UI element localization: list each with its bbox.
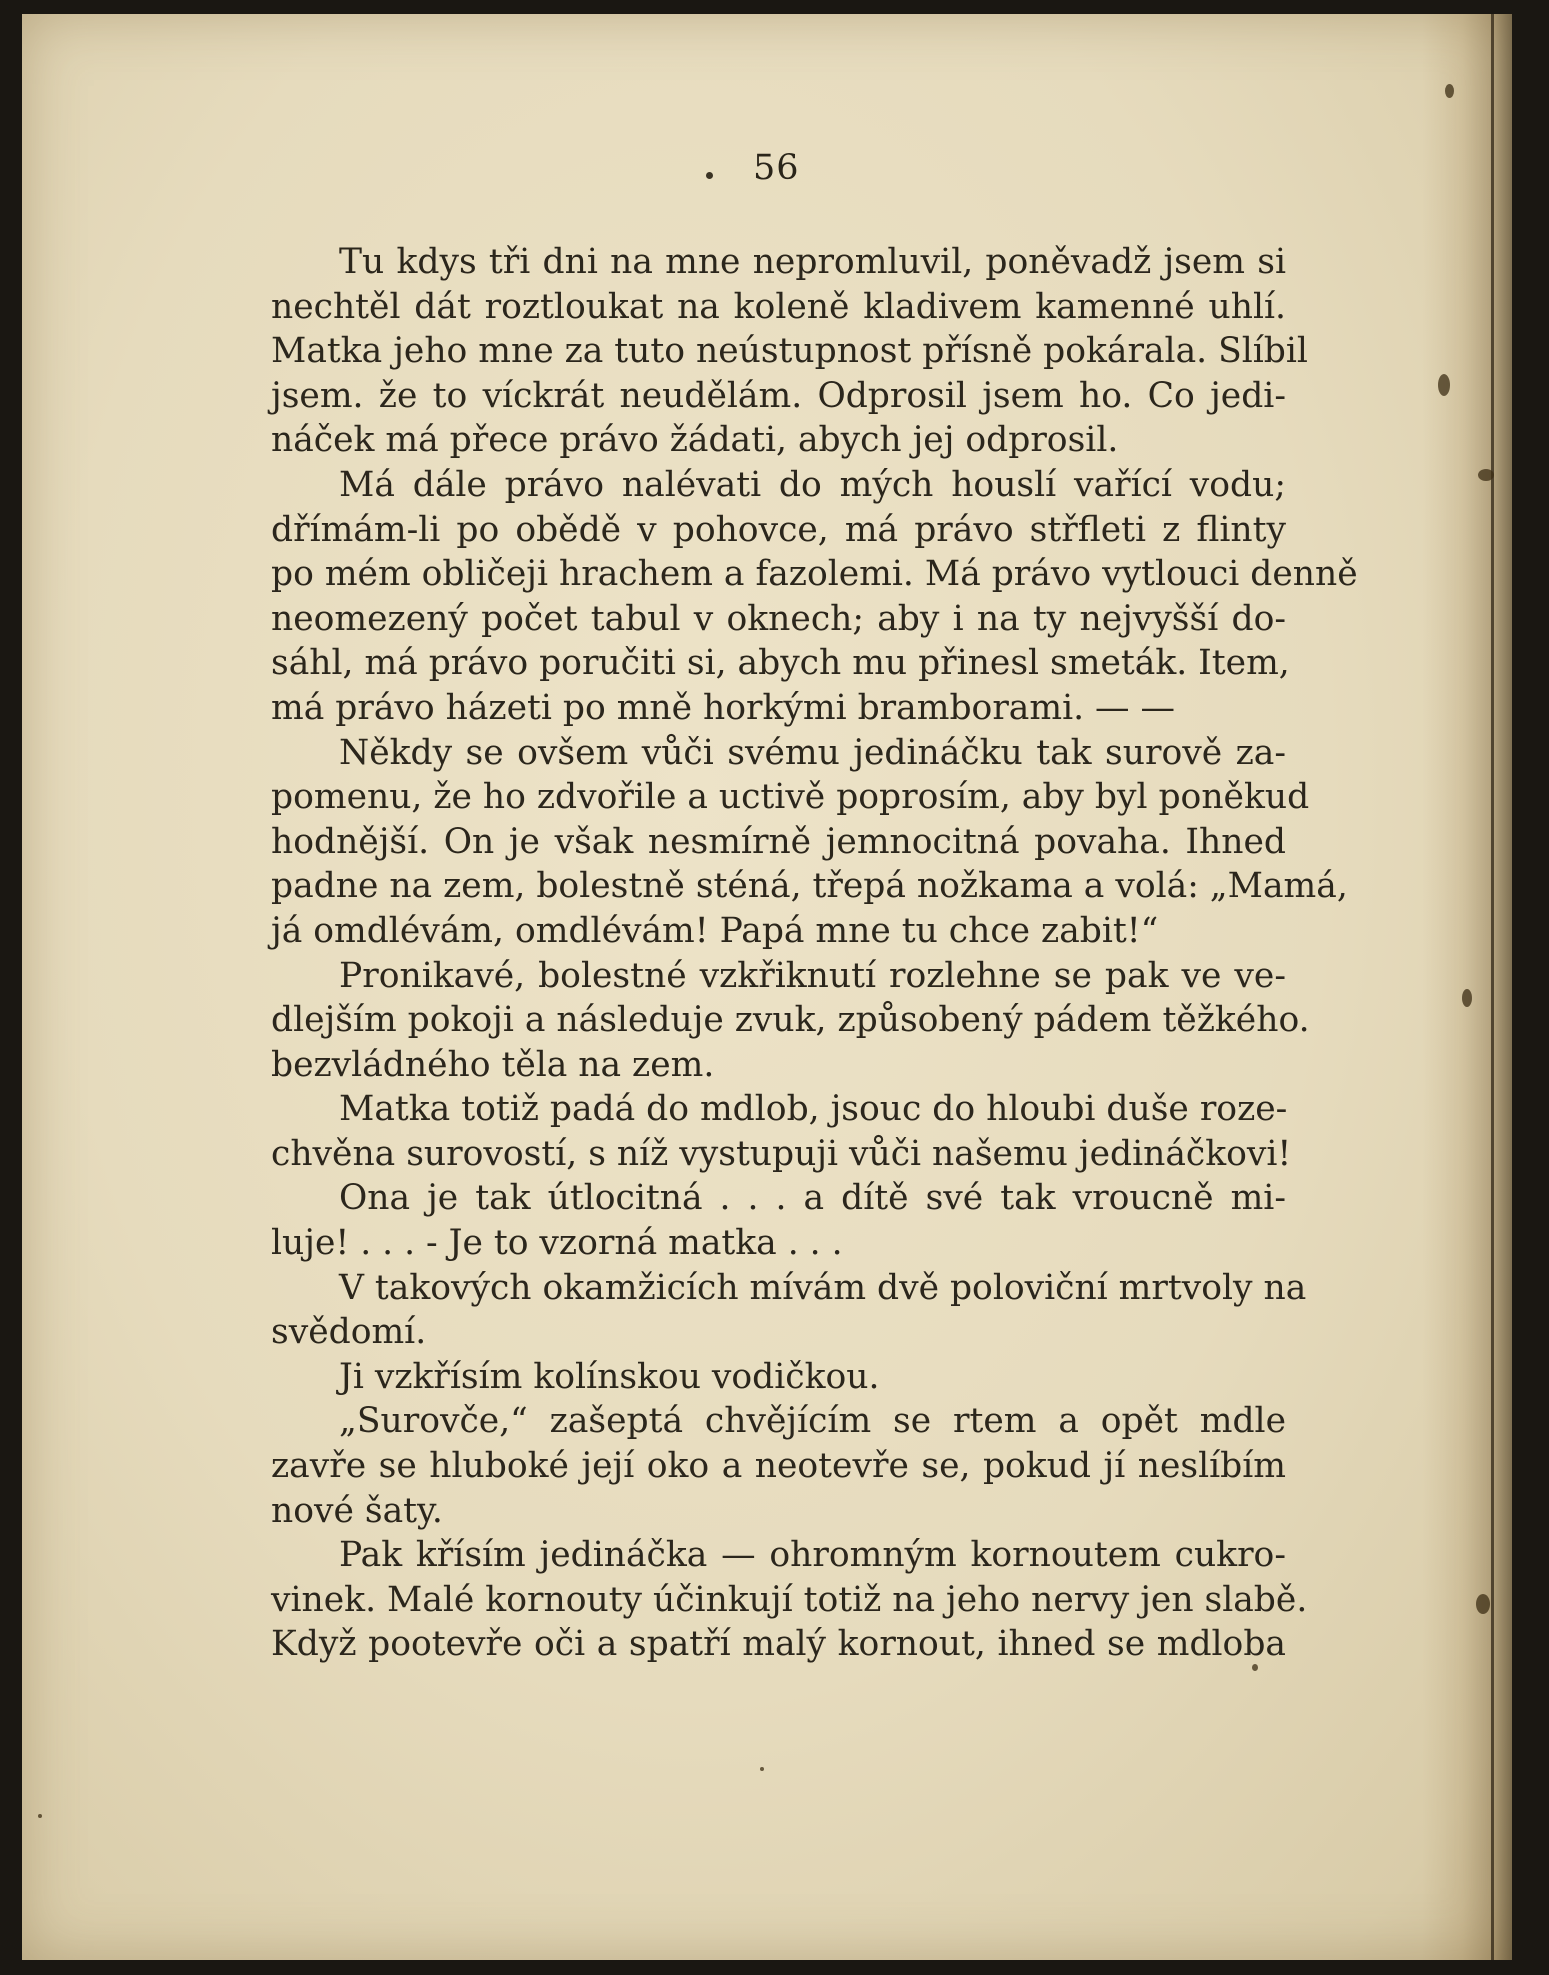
text-line: nechtěl dát roztloukat na koleně kladivem kamenné uhlí. [271,286,1286,327]
page-gutter-shadow [1422,14,1512,1960]
ink-speck [1476,1594,1490,1614]
text-line: dlejším pokoji a následuje zvuk, způsobený pádem těžkého. [271,1000,1310,1041]
text-line: jsem. že to víckrát neudělám. Odprosil jsem ho. Co jedi- [271,375,1286,416]
text-line: já omdlévám, omdlévám! Papá mne tu chce zabit!“ [271,910,1159,951]
ink-speck [1478,469,1494,481]
text-line: chvěna surovostí, s níž vystupuji vůči našemu jedináčkovi! [271,1133,1292,1174]
text-line: Když pootevře oči a spatří malý kornout, ihned se mdloba [271,1624,1286,1665]
body-text [271,240,1358,1667]
text-line: luje! . . . - Je to vzorná matka . . . [271,1223,843,1264]
text-line: padne na zem, bolestně sténá, třepá nožkama a volá: „Mamá, [271,866,1348,907]
text-line: Ona je tak útlocitná . . . a dítě své tak vroucně mi- [339,1178,1286,1219]
text-line: má právo házeti po mně horkými bramborami. — — [271,687,1176,728]
text-line: bezvládného těla na zem. [271,1044,715,1085]
text-line: vinek. Malé kornouty účinkují totiž na jeho nervy jen slabě. [271,1579,1308,1620]
book-spine-edge [1491,14,1494,1960]
text-line: Pronikavé, bolestné vzkřiknutí rozlehne se pak ve ve- [339,955,1286,996]
ink-speck [1462,989,1472,1007]
text-line: „Surovče,“ zašeptá chvějícím se rtem a opět mdle [339,1401,1286,1442]
text-line: Matka totiž padá do mdlob, jsouc do hloubi duše roze- [339,1089,1288,1130]
text-line: Matka jeho mne za tuto neústupnost přísně pokárala. Slíbil [271,331,1308,372]
text-line: Někdy se ovšem vůči svému jedináčku tak surově za- [339,732,1286,773]
text-line: náček má přece právo žádati, abych jej odprosil. [271,420,1119,461]
text-line: zavře se hluboké její oko a neotevře se, pokud jí neslíbím [271,1446,1286,1487]
text-line: po mém obličeji hrachem a fazolemi. Má právo vytlouci denně [271,554,1358,595]
text-line: V takových okamžicích mívám dvě poloviční mrtvoly na [339,1267,1307,1308]
text-line: Má dále právo nalévati do mých houslí vařící vodu; [339,464,1286,505]
text-line: Ji vzkřísím kolínskou vodičkou. [339,1356,880,1397]
page-number-dot [706,172,713,179]
text-line: pomenu, že ho zdvořile a uctivě poprosím, aby byl poněkud [271,777,1310,818]
text-line: sáhl, má právo poručiti si, abych mu přinesl smeták. Item, [271,643,1290,684]
page-number: 56 [753,148,800,188]
ink-speck [760,1767,764,1771]
ink-speck [38,1814,42,1818]
text-line: nové šaty. [271,1490,443,1531]
text-line: hodnější. On je však nesmírně jemnocitná povaha. Ihned [271,821,1286,862]
ink-speck [1445,84,1454,98]
text-line: svědomí. [271,1312,427,1353]
text-line: Pak křísím jedináčka — ohromným kornoutem cukro- [339,1535,1286,1576]
text-line: dřímám-li po obědě v pohovce, má právo střfleti z flinty [271,509,1286,550]
text-line: neomezený počet tabul v oknech; aby i na ty nejvyšší do- [271,598,1286,639]
text-line: Tu kdys tři dni na mne nepromluvil, poněvadž jsem si [339,242,1286,282]
ink-speck [1438,374,1450,396]
